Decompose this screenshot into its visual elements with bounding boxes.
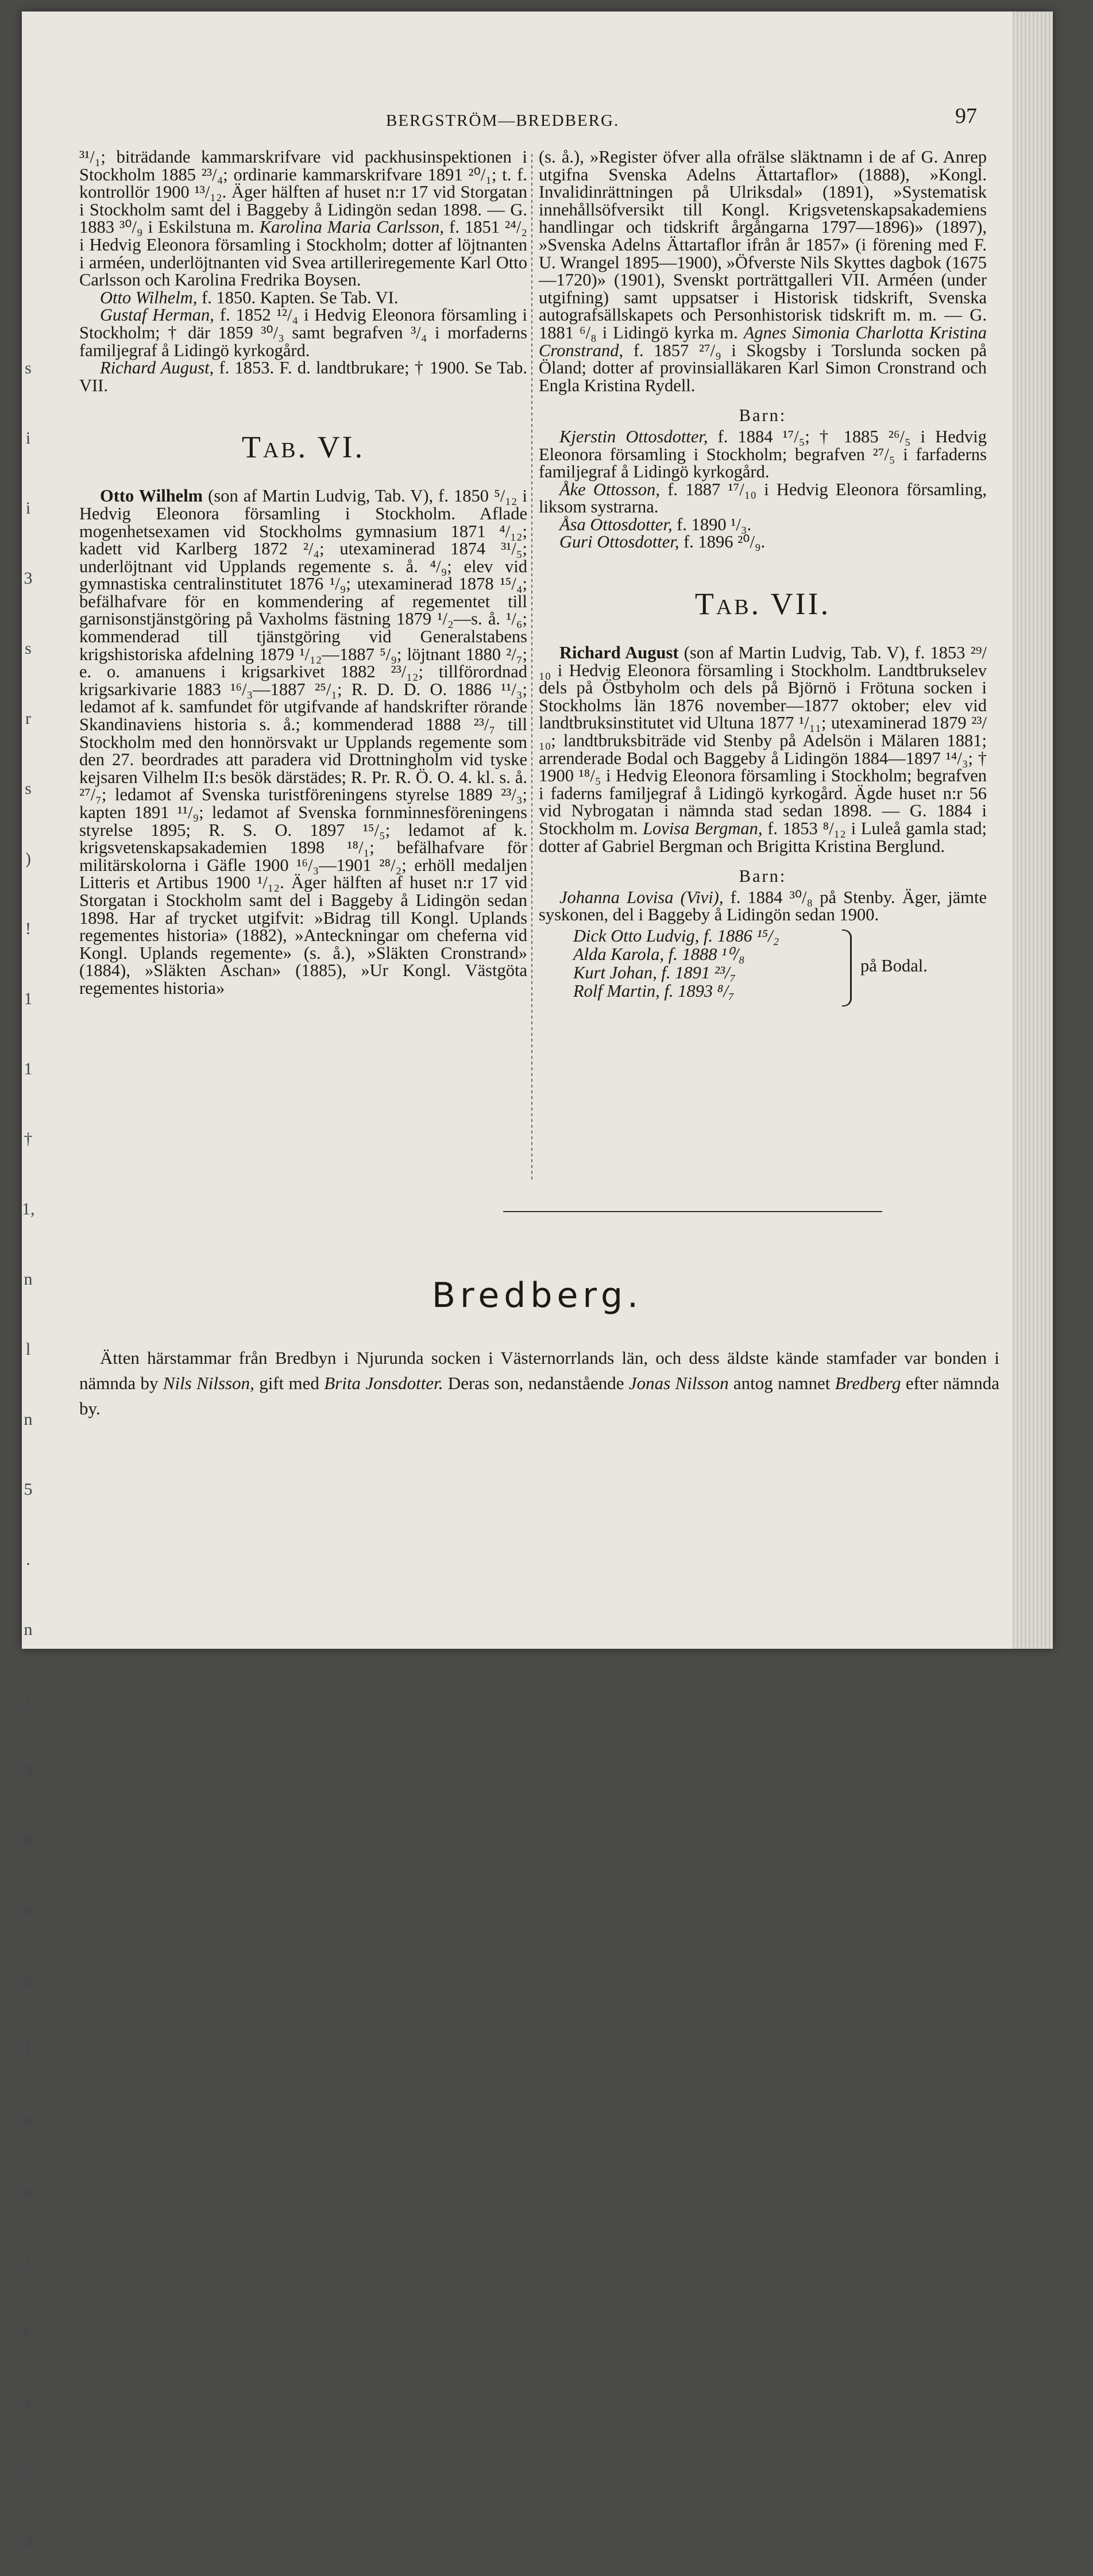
entry-gustaf: [79, 306, 527, 359]
person-name: Agnes Simonia Charlotta Kristina Cronstrand,: [539, 322, 987, 360]
tab-heading: Tab. VI.: [241, 430, 365, 465]
text: antog namnet: [733, 1373, 831, 1393]
text: Ätten härstammar från Bredbyn i Njurunda socken i Västernorrlands län, och dess äldste kände stamfader var bonden i nämnda by: [79, 1348, 999, 1393]
text: f. 1853 ⁸/₁₂ i Luleå gamla stad; dotter af Gabriel Bergman och Brigitta Kristina Berglund.: [539, 819, 987, 856]
text: f. 1896 ²⁰/₉.: [683, 532, 766, 552]
person-name: Guri Ottosdotter,: [559, 532, 679, 552]
text: f. 1851 ²⁴/₂ i Hedvig Eleonora församling i Stockholm; dotter af löjtnanten i arméen, underlöjtnanten vid Svea artilleriregemente Karl Otto Carlsson och Karolina Fredrika Boysen.: [79, 217, 527, 290]
section-intro: [79, 1345, 999, 1421]
family-name: Bredberg: [835, 1373, 901, 1393]
tab-heading: Tab. VII.: [694, 587, 831, 622]
text: (son af Martin Ludvig, Tab. V), f. 1853 ²⁹/₁₀ i Hedvig Eleonora församling i Stockholm. Landtbrukselev dels på Östbyholm och dels på Björnö i Frötuna socken i Stockholms län 1876 november—1877 oktober; elev vid landtbruksinstitutet vid Ultuna 1877 ¹/₁₁; utexaminerad 1879 ²³/₁₀; landtbruksbiträde vid Stenby på Adelsön i Mälaren 1881; arrenderade Bodal och Baggeby å Lidingön 1884—1897 ¹⁴/₃; † 1900 ¹⁸/₅ i Hedvig Eleonora församling i Stockholm; begrafven i faderns familjegraf å Lidingö kyrkogård. Ägde huset n:r 56 vid Nybrogatan i nämnda stad sedan 1898. — G. 1884 i Stockholm m.: [539, 643, 987, 838]
text: f. 1887 ¹⁷/₁₀ i Hedvig Eleonora församling, liksom systrarna.: [539, 479, 987, 517]
person-name: Åsa Ottosdotter,: [559, 514, 673, 534]
text: ³¹/₁; biträdande kammarskrifvare vid packhusinspektionen i Stockholm 1885 ²³/₄; ordinarie kammarskrifvare 1891 ²⁰/₁; t. f. kontrollör 1900 ¹³/₁₂. Äger hälften af huset n:r 17 vid Storgatan i Stockholm samt del i Baggeby å Lidingön sedan 1898. — G. 1883 ³⁰/₉ i Eskilstuna m.: [79, 147, 527, 237]
tab7-entry: [539, 644, 987, 855]
left-column: [79, 148, 527, 997]
section-divider: [503, 1211, 882, 1212]
child-entry: Rolf Martin, f. 1893 ⁸/₇: [573, 981, 735, 1001]
children-label: Barn:: [739, 866, 787, 886]
entry-ake: [539, 481, 987, 516]
text: f. 1853. F. d. landtbrukare; † 1900. Se Tab. VII.: [79, 358, 527, 395]
child-entry: Kurt Johan, f. 1891 ²³/₇: [573, 962, 736, 982]
curly-brace: [842, 930, 852, 1007]
person-name: Richard August,: [100, 358, 214, 378]
running-title: BERGSTRÖM—BREDBERG.: [386, 111, 620, 130]
section-title: Bredberg.: [431, 1275, 643, 1316]
entry-johanna: [539, 889, 987, 924]
person-name: Jonas Nilsson: [628, 1373, 729, 1393]
entry-otto: [79, 289, 527, 307]
children-group: [539, 927, 987, 1008]
bleed-through-margin: s i i 3 s r s ) ! 1 1 † 1, n l n 5 . n t 3 h n a l n a i r. s - 3: [22, 358, 35, 2550]
text: (s. å.), »Register öfver alla ofrälse släktnamn i de af G. Anrep utgifna Svenska Adelns Ättartaflor» (1888), »Kongl. Invalidinrättningen på Ulriksdal» (1891), »Systematisk innehållsöfversikt till Kongl. Krigsvetenskapsakademiens handlingar och tidskrift årgångarna 1797—1896)» (1897), »Svenska Adelns Ättartaflor ifrån år 1857» (i förening med F. U. Wrangel 1895—1900), »Öfverste Nils Skyttes dagbok (1675—1720)» (1901), Svenskt porträttgalleri VII. Arméen (under utgifning) samt uppsatser i Historisk tidskrift, Svenska autografsällskapets och Personhistorisk tidskrift m. m. — G. 1881 ⁶/₈ i Lidingö kyrka m.: [539, 147, 987, 342]
right-column: [539, 148, 987, 1008]
person-name: Otto Wilhelm: [100, 486, 203, 506]
text: f. 1884 ³⁰/₈ på Stenby. Äger, jämte syskonen, del i Baggeby å Lidingön sedan 1900.: [539, 887, 987, 925]
child-entry: Dick Otto Ludvig, f. 1886 ¹⁵/₂: [573, 925, 779, 946]
person-name: Åke Ottosson,: [559, 479, 661, 499]
person-name: Brita Jonsdotter.: [324, 1373, 443, 1393]
entry-kjerstin: [539, 428, 987, 481]
page-number: 97: [955, 104, 977, 128]
entry-asa: [539, 516, 987, 534]
text: gift med: [259, 1373, 319, 1393]
text: efter nämnda by.: [79, 1373, 1000, 1418]
person-name: Nils Nilsson,: [163, 1373, 254, 1393]
entry-guri: [539, 533, 987, 551]
child-entry: Alda Karola, f. 1888 ¹⁰/₈: [573, 944, 745, 964]
text: Deras son, nedanstående: [447, 1373, 624, 1393]
person-name: Kjerstin Ottosdotter,: [559, 426, 708, 446]
person-name: Lovisa Bergman,: [643, 819, 763, 838]
text: (son af Martin Ludvig, Tab. V), f. 1850 ⁵/₁₂ i Hedvig Eleonora församling i Stockholm. Aflade mogenhetsexamen vid Stockholms gymnasium 1871 ⁴/₁₂; kadett vid Karlberg 1872 ²/₄; utexaminerad 1874 ³¹/₅; underlöjtnant vid Upplands regemente s. å. ⁴/₉; elev vid gymnastiska centralinstitutet 1876 ¹/₉; utexaminerad 1878 ¹⁵/₄; befälhafvare för en kommendering af regementet till garnisonstjänstgöring på Vaxholms fästning 1879 ¹/₂—s. å. ¹/₆; kommenderad till tjänstgöring vid Generalstabens krigshistoriska afdelning 1879 ¹/₁₂—1887 ⁵/₉; löjtnant 1880 ²/₇; e. o. amanuens i krigsarkivet 1882 ²³/₁₂; tillförordnad krigsarkivarie 1883 ¹⁶/₃—1887 ²⁵/₁; R. D. D. O. 1886 ¹¹/₃; ledamot af k. samfundet för utgifvande af handskrifter rörande Skandinaviens historia s. å.; kommenderad 1888 ²³/₇ till Stockholm med den honnörsvakt ur Upplands regemente som den 27. beordrades att paradera vid Drottningholm vid tyske kejsaren Vilhelm II:s besök därstädes; R. Pr. R. Ö. O. 4. kl. s. å. ²⁷/₇; ledamot af Svenska turistföreningens styrelse 1889 ²³/₃; kapten 1891 ¹¹/₉; ledamot af Svenska fornminnesföreningens styrelse 1895; R. S. O. 1897 ¹⁵/₅; ledamot af k. krigsvetenskapsakademien 1898 ¹⁸/₁; befälhafvare för militärskolorna i Gäfle 1900 ¹⁶/₃—1901 ²⁸/₂; erhöll medaljen Litteris et Artibus 1900 ¹/₁₂. Äger hälften af huset n:r 17 vid Storgatan i Stockholm samt del i Baggeby å Lidingön sedan 1898. Har af trycket utgifvit: »Bidrag till Kongl. Uplands regementes historia» (1882), »Anteckningar om cheferna vid Kongl. Uplands regemente» (s. å.), »Släkten Cronstrand» (1884), »Släkten Aschan» (1885), »Ur Kongl. Västgöta regementes historia»: [79, 486, 528, 998]
paragraph-continuation: [79, 148, 527, 289]
column-divider: [531, 154, 532, 1182]
text: f. 1852 ¹²/₄ i Hedvig Eleonora församling i Stockholm; † där 1859 ³⁰/₃ samt begrafven ³/₄ i morfaderns familjegraf å Lidingö kyrkogård.: [79, 305, 528, 360]
text: f. 1884 ¹⁷/₅; † 1885 ²⁶/₅ i Hedvig Eleonora församling i Stockholm; begrafven ²⁷/₅ i farfaderns familjegraf å Lidingö kyrkogård.: [539, 426, 987, 482]
page-header: [22, 92, 1053, 130]
entry-richard: [79, 359, 527, 394]
person-name: Gustaf Herman,: [100, 305, 214, 325]
children-label: Barn:: [739, 406, 787, 426]
page-edge: [1013, 11, 1053, 1649]
text: f. 1850. Kapten. Se Tab. VI.: [202, 287, 399, 307]
person-name: Johanna Lovisa (Vivi),: [559, 887, 724, 907]
person-name: Karolina Maria Carlsson,: [259, 217, 445, 237]
person-name: Otto Wilhelm,: [100, 287, 198, 307]
book-page: [22, 11, 1053, 2550]
person-name: Richard August: [559, 643, 679, 663]
children-place: på Bodal.: [860, 955, 928, 975]
text: f. 1857 ²⁷/₉ i Skogsby i Torslunda socken på Öland; dotter af provinsialläkaren Karl Simon Cronstrand och Engla Kristina Rydell.: [539, 340, 987, 395]
tab6-entry: [79, 487, 527, 997]
text: f. 1890 ¹/₃.: [677, 514, 752, 534]
paragraph-continuation: [539, 148, 987, 394]
